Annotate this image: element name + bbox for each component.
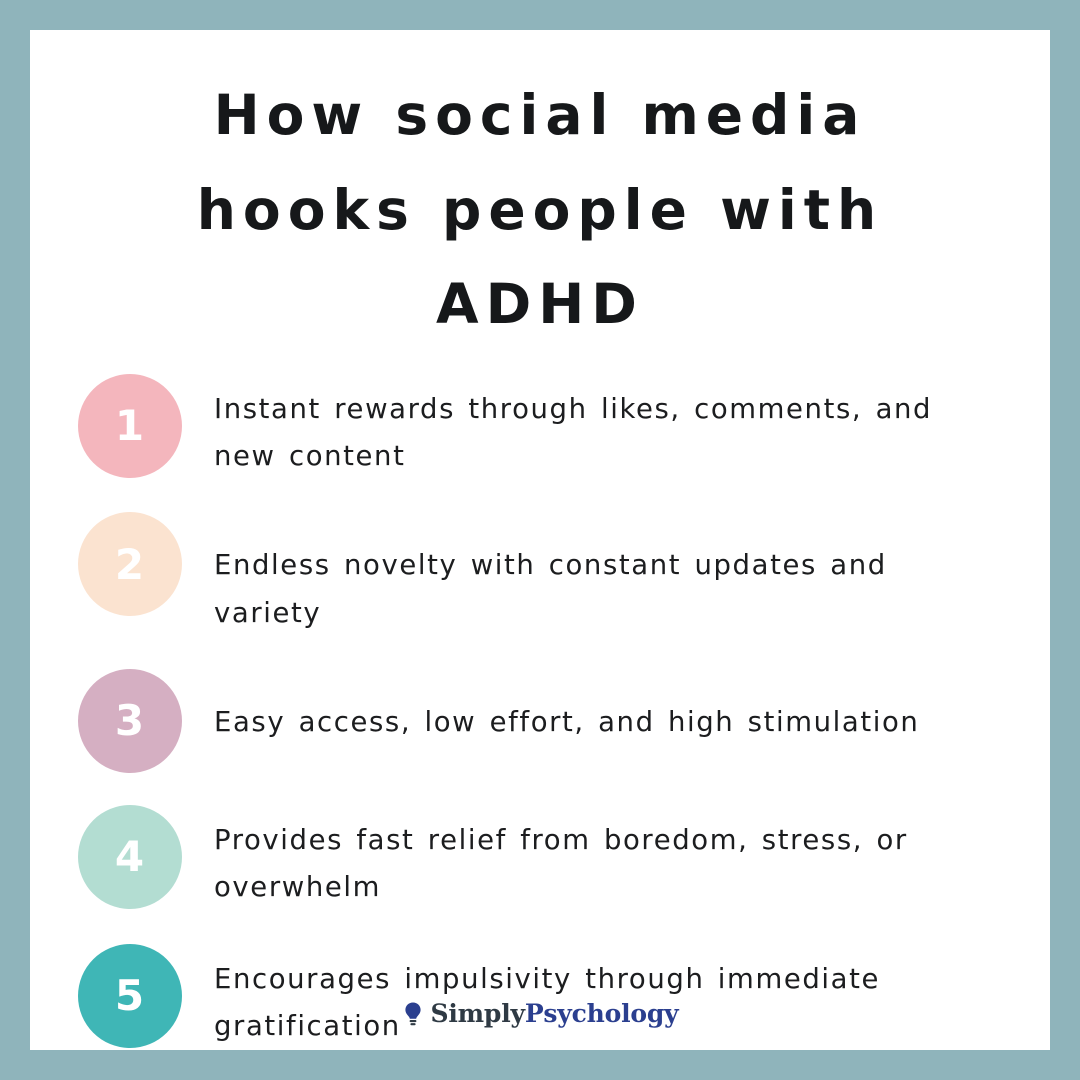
brand-footer	[30, 999, 1050, 1028]
list-item	[30, 374, 1050, 481]
item-number: 1	[114, 401, 146, 451]
list-item	[30, 944, 1050, 1051]
item-text: Endless novelty with constant updates and variety	[214, 549, 887, 629]
item-number: 5	[114, 971, 146, 1021]
item-number-badge	[78, 944, 182, 1048]
item-number-badge	[78, 512, 182, 616]
item-number: 4	[114, 832, 146, 882]
hooks-list	[30, 352, 1050, 1050]
list-item	[30, 669, 1050, 773]
item-number: 2	[114, 539, 146, 589]
item-number-badge	[78, 805, 182, 909]
item-number-badge	[78, 374, 182, 478]
infographic-card	[30, 30, 1050, 1050]
lightbulb-icon	[402, 1001, 424, 1027]
item-text: Instant rewards through likes, comments, and new content	[214, 392, 933, 473]
item-text: Easy access, low effort, and high stimulation	[214, 705, 920, 738]
brand-name	[431, 999, 679, 1028]
list-item	[30, 512, 1050, 637]
item-text: Encourages impulsivity through immediate gratification	[214, 962, 880, 1042]
page-title: How social media hooks people with ADHD	[196, 83, 884, 337]
item-number-badge	[78, 669, 182, 773]
item-text: Provides fast relief from boredom, stress, or overwhelm	[214, 823, 908, 904]
item-number: 3	[114, 696, 146, 746]
list-item	[30, 805, 1050, 912]
brand-name-first: Simply	[430, 999, 525, 1028]
brand-name-second: Psychology	[524, 999, 679, 1028]
